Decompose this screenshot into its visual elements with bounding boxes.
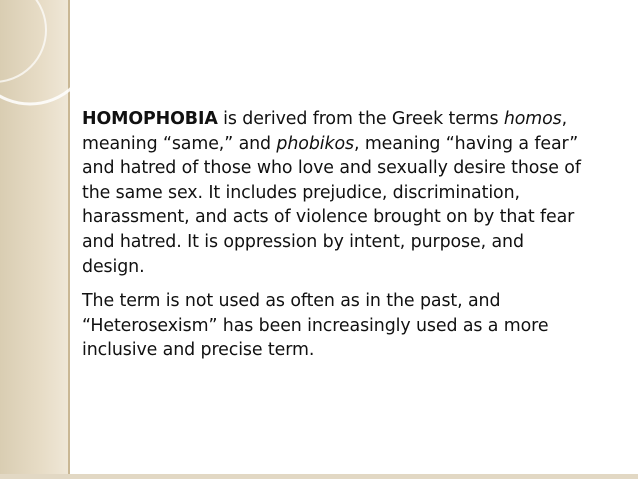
decorative-circles-icon <box>0 0 110 120</box>
paragraph-homophobia-definition <box>82 107 587 279</box>
paragraph1-text-a: is derived from the Greek terms <box>217 109 504 129</box>
paragraph2-text: The term is not used as often as in the past, and “Heterosexism” has been increasingly used as a more inclusive and precise term. <box>82 291 549 361</box>
paragraph-heterosexism <box>82 289 587 363</box>
term-homophobia: HOMOPHOBIA <box>82 109 218 129</box>
word-phobikos: phobikos <box>276 133 354 154</box>
slide-body <box>82 107 587 373</box>
bottom-strip <box>0 474 638 479</box>
paragraph1-text-c: , meaning “having a fear” and hatred of those who love and sexually desire those of the same sex. It includes prejudice, discrimination, harassment, and acts of violence brought on by that fear and hatred. It is oppression by intent, purpose, and design. <box>82 133 581 277</box>
paragraph1-text-b: , meaning “same,” and <box>82 109 568 154</box>
word-homos: homos <box>503 109 562 129</box>
